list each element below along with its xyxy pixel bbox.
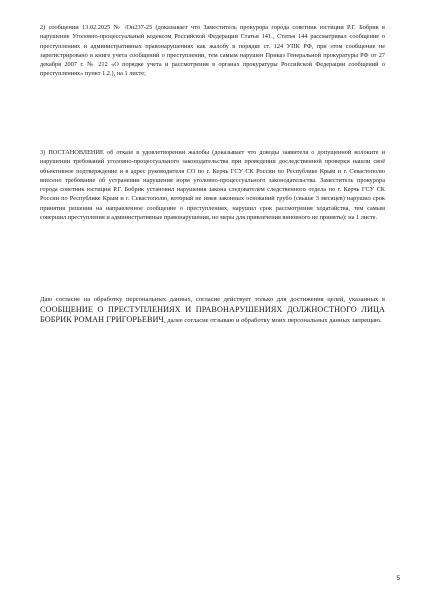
consent-report-title: СООБЩЕНИЕ О ПРЕСТУПЛЕНИЯХ И ПРАВОНАРУШЕНИЯХ ДОЛЖНОСТНОГО ЛИЦА БОБРИК РОМАН ГРИГОРЬЕВИЧ bbox=[40, 304, 385, 325]
paragraph-item-2: 2) сообщении 13.02.2025 № /Он237-25 (доказывает что Заместитель прокурора города советник юстиции Р.Г. Бобрик в нарушение Уголовно-процессуальный кодексом Российской Федерации Статья 141., Статья 144 рассматривал сообщение о преступлениях и административных правонарушениях как жалобу в порядке ст. 124 УПК РФ, при этом сообщение не зарегистрировано в книге учета сообщений о преступлении, тем самым нарушен Приказ Генеральной прокуратуры РФ от 27 декабря 2007 г. № 212 «О порядке учета и рассмотрения в органах прокуратуры Российской Федерации сообщений о преступлениях» пункт 1.2.), на 1 листе; bbox=[40, 24, 385, 78]
consent-intro: Даю согласие на обработку персональных данных, согласие действует только для достижения целей, указанных в bbox=[40, 296, 385, 303]
paragraph-item-3: 3) ПОСТАНОВЛЕНИЕ об отказе в удовлетворении жалобы (доказывает что доводы заявителя о допущенной волоките и нарушении требований уголовно-процессуального законодательства при проведении доследственной проверки нашли своё объективное подтверждение и в адрес руководителя СО по г. Керчь ГСУ СК России по Республике Крым и г. Севастополю внесено требование об устранении нарушения норм уголовно-процессуального законодательства. Заместитель прокурора города советник юстиции Р.Г. Бобрик установил нарушения закона следователем следственного отдела по г. Керчь ГСУ СК России по Республике Крым и г. Севастополю, который не имея законных оснований грубо (свыше 3 месяцев) нарушил срок принятия решения на направленное сообщение о преступлениях, нарушил срок рассмотрения ходатайства, тем самым совершил преступления и административные правонарушения, но меры для привлечения виновного не приняты): на 1 листе. bbox=[40, 149, 385, 222]
page-number: 5 bbox=[396, 575, 400, 582]
consent-outro: , далее согласие отзываю и обработку моих персональных данных запрещаю. bbox=[163, 317, 382, 325]
consent-paragraph bbox=[40, 295, 385, 326]
